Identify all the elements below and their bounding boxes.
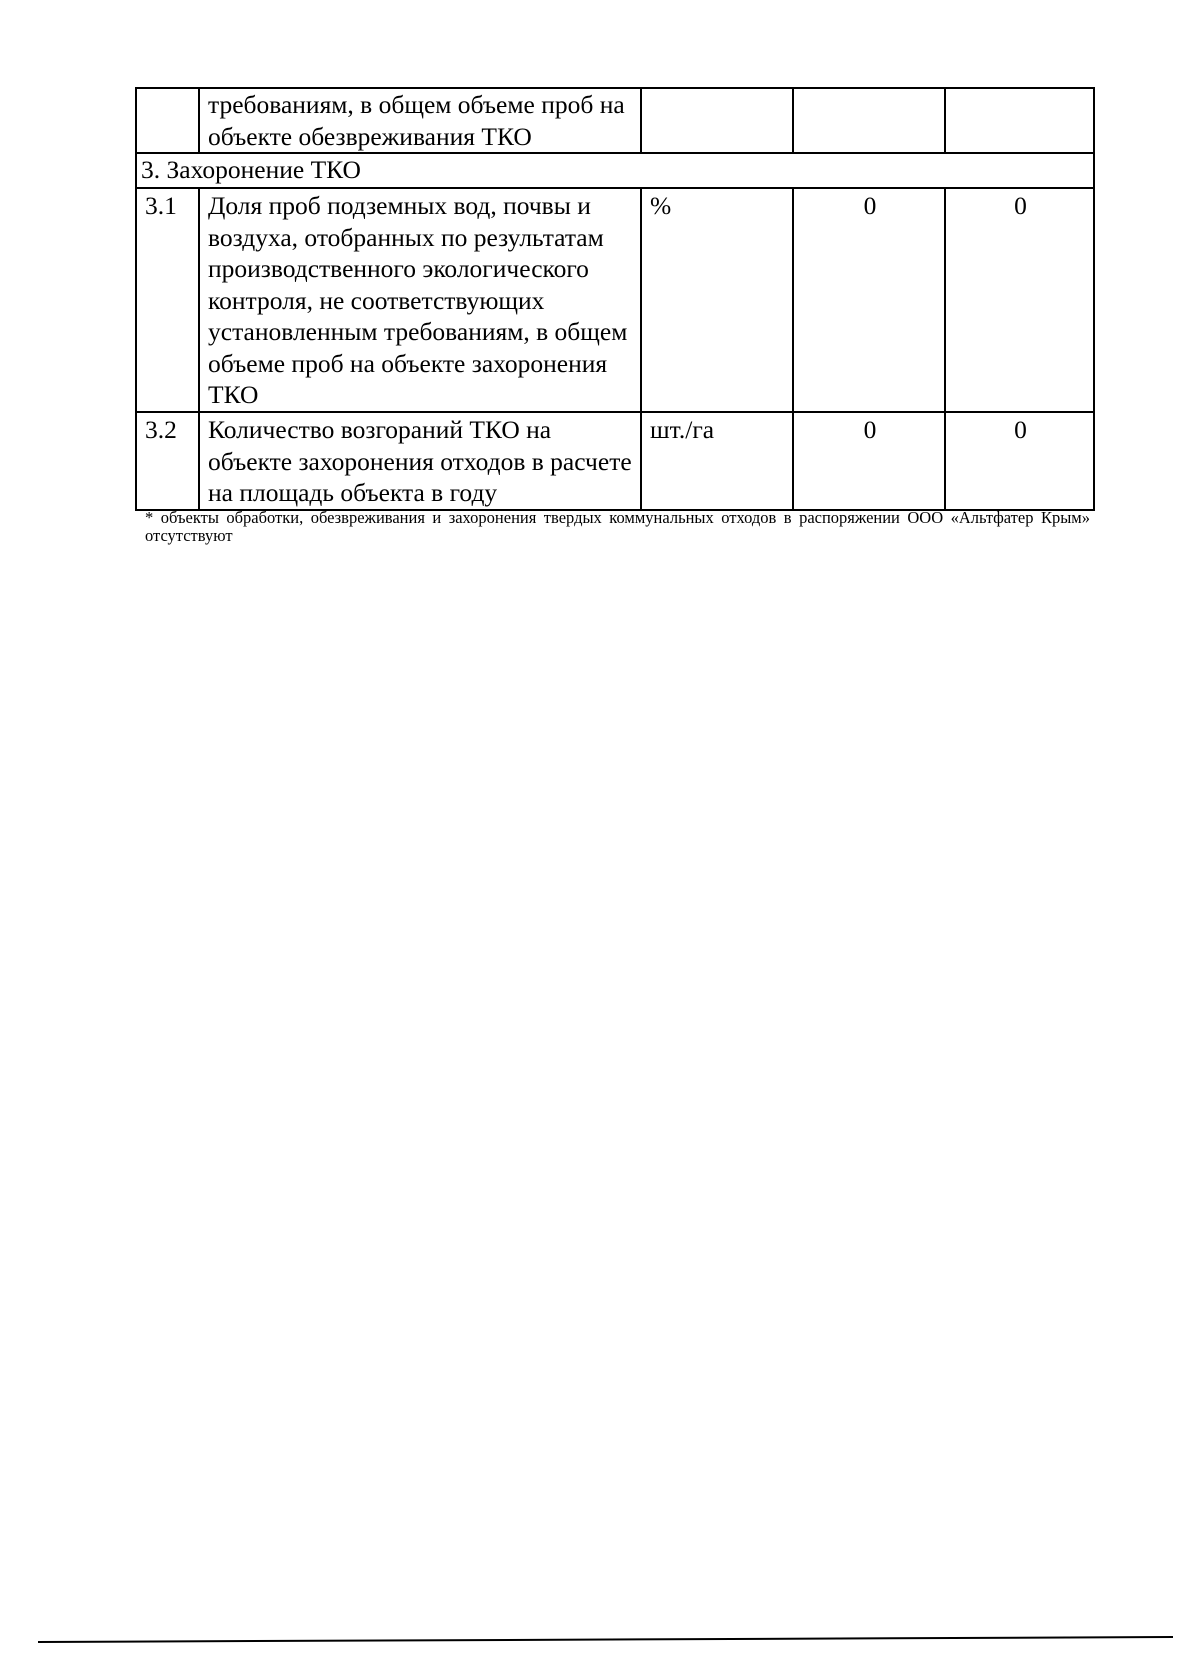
row-index-cell: 3.1 [136,188,199,412]
indicator-text-cell: Доля проб подземных вод, почвы и воздуха, отобранных по результатам производственного экологического контроля, не соответствующих установленным требованиям, в общем объеме проб на объекте захоронения ТКО [199,188,641,412]
indicators-table [135,87,1095,511]
value-cell-1: 0 [793,188,945,412]
table-row [136,88,1094,153]
value-cell-2 [945,88,1094,153]
table-row [136,188,1094,412]
section-title: 3. Захоронение ТКО [136,153,1094,188]
indicator-text-cell: требованиям, в общем объеме проб на объекте обезвреживания ТКО [199,88,641,153]
row-index-cell [136,88,199,153]
value-cell-1: 0 [793,412,945,510]
bottom-rule [38,1636,1173,1643]
indicator-text-cell: Количество возгораний ТКО на объекте захоронения отходов в расчете на площадь объекта в году [199,412,641,510]
value-cell-1 [793,88,945,153]
unit-cell [641,88,793,153]
section-row [136,153,1094,188]
row-index-cell: 3.2 [136,412,199,510]
footnote: * объекты обработки, обезвреживания и захоронения твердых коммунальных отходов в распоряжении ООО «Альтфатер Крым» отсутствуют [145,508,1090,545]
table-row [136,412,1094,510]
value-cell-2: 0 [945,188,1094,412]
unit-cell: % [641,188,793,412]
unit-cell: шт./га [641,412,793,510]
value-cell-2: 0 [945,412,1094,510]
